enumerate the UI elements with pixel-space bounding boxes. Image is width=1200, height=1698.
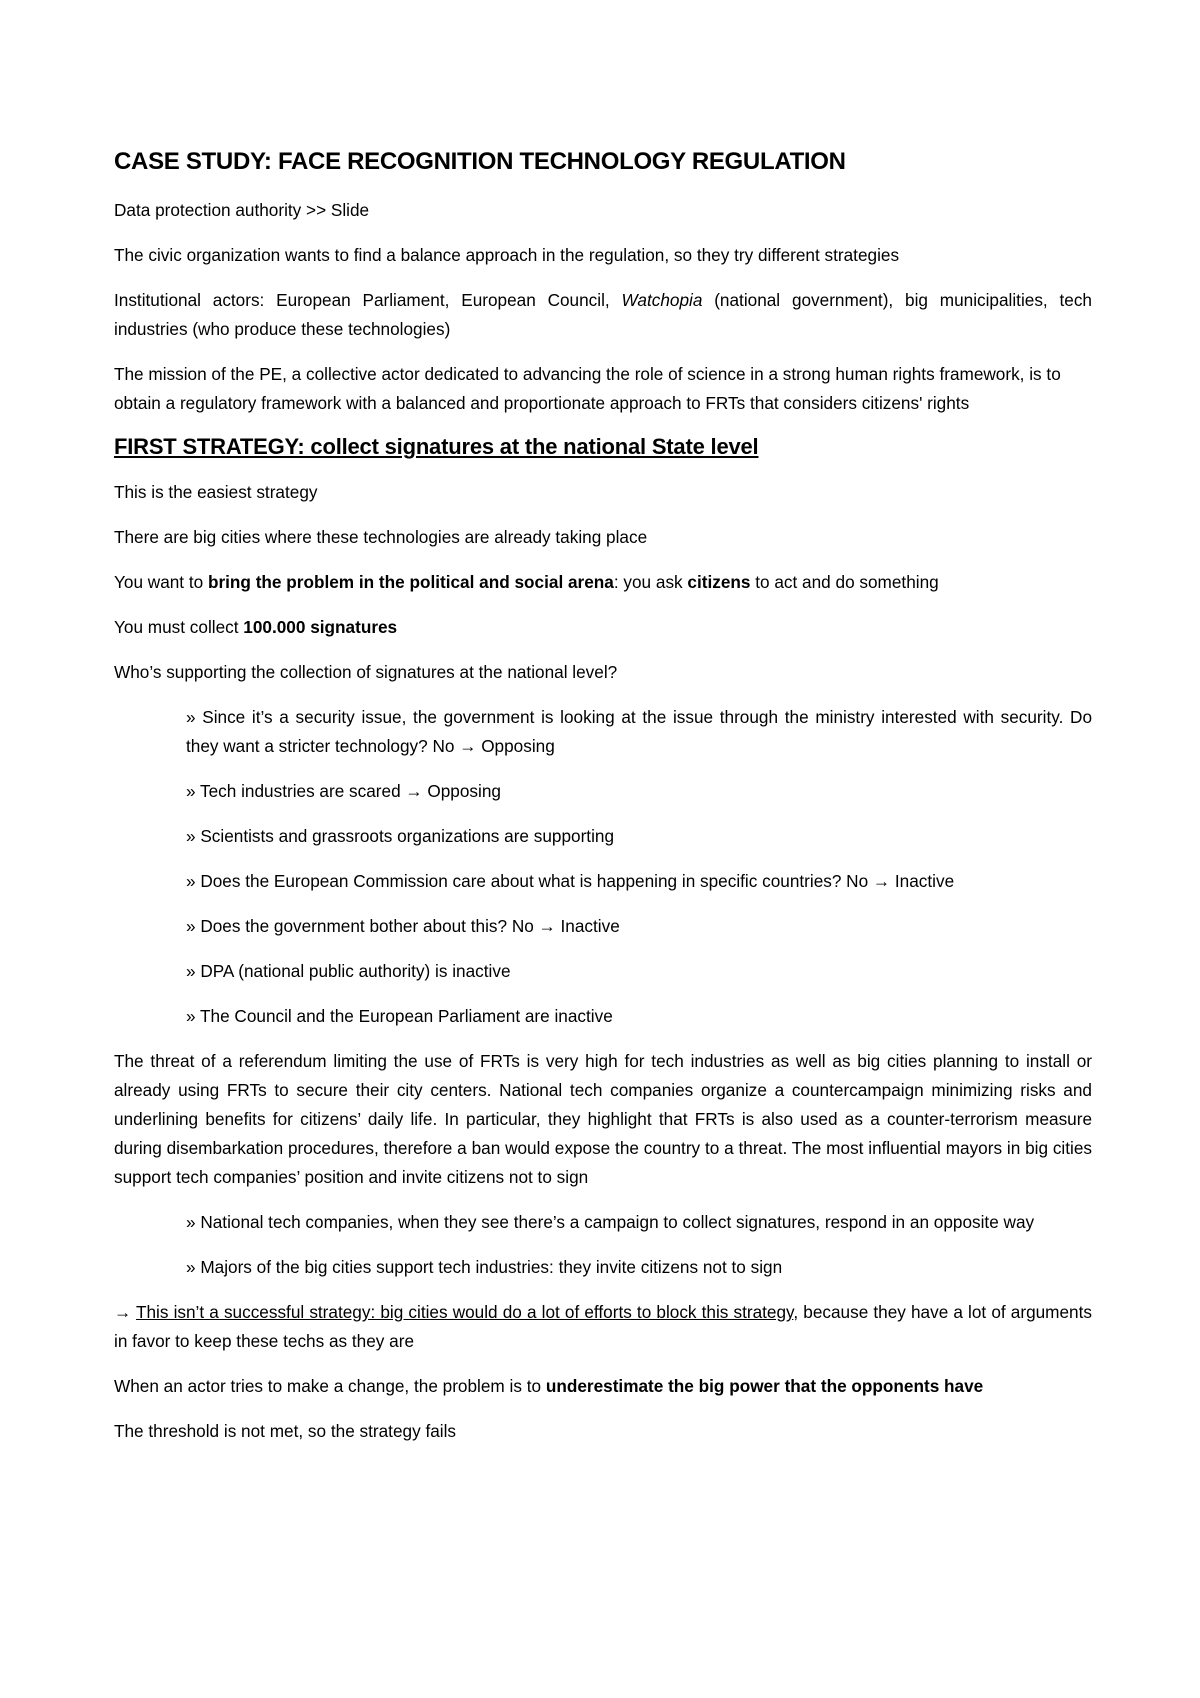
bold-segment: citizens (687, 572, 751, 592)
document-title: CASE STUDY: FACE RECOGNITION TECHNOLOGY REGULATION (114, 148, 846, 175)
strategy-heading: FIRST STRATEGY: collect signatures at the national State level (114, 434, 759, 459)
text-segment: to act and do something (750, 572, 939, 592)
watchopia-italic: Watchopia (621, 290, 703, 310)
intro-paragraph-4: The mission of the PE, a collective actor dedicated to advancing the role of science in a strong human rights framework, is to obtain a regulatory framework with a balanced and proportionate approach to FRTs that considers citizens' rights (114, 364, 1061, 413)
bullet-item: » Scientists and grassroots organizations are supporting (186, 826, 615, 846)
underlined-segment: This isn’t a successful strategy: big cities would do a lot of efforts to block this strategy (136, 1302, 794, 1322)
actors-text-end: (national government), big municipalities, tech industries (who produce these technologies) (114, 290, 1092, 339)
body-paragraph-2: There are big cities where these technologies are already taking place (114, 527, 648, 547)
bullet-item: » National tech companies, when they see there’s a campaign to collect signatures, respond in an opposite way (186, 1212, 1035, 1232)
bold-segment: 100.000 signatures (243, 617, 398, 637)
intro-paragraph-1: Data protection authority >> Slide (114, 200, 370, 220)
bullet-item: » Does the government bother about this? No → Inactive (186, 916, 620, 936)
bold-segment: underestimate the big power that the opponents have (545, 1376, 984, 1396)
text-segment: : you ask (613, 572, 688, 592)
bullet-item: » Since it’s a security issue, the government is looking at the issue through the ministry interested with security. Do they want a stricter technology? No → Opposing (186, 707, 1092, 756)
conclusion-paragraph (114, 1298, 1092, 1356)
body-paragraph-1: This is the easiest strategy (114, 482, 318, 502)
actors-text: Institutional actors: European Parliament, European Council, (114, 290, 622, 310)
body-paragraph-5: Who’s supporting the collection of signatures at the national level? (114, 662, 618, 682)
bullet-item: » The Council and the European Parliament are inactive (186, 1006, 613, 1026)
intro-paragraph-3 (114, 286, 1092, 344)
intro-paragraph-2: The civic organization wants to find a balance approach in the regulation, so they try different strategies (114, 245, 900, 265)
text-segment: You must collect (114, 617, 244, 637)
body-paragraph-3 (114, 568, 1092, 597)
final-paragraph: The threshold is not met, so the strategy fails (114, 1421, 457, 1441)
bold-segment: bring the problem in the political and social arena (207, 572, 614, 592)
bullet-item: » Majors of the big cities support tech industries: they invite citizens not to sign (186, 1257, 783, 1277)
text-segment: When an actor tries to make a change, the problem is to (114, 1376, 546, 1396)
bullet-item: » Does the European Commission care about what is happening in specific countries? No → Inactive (186, 871, 955, 891)
arrow-icon: → (114, 1302, 136, 1322)
text-segment: You want to (114, 572, 208, 592)
body-paragraph-4 (114, 613, 1092, 642)
text-segment: , because they have a lot of arguments in favor to keep these techs as they are (114, 1302, 1092, 1351)
threat-paragraph: The threat of a referendum limiting the use of FRTs is very high for tech industries as well as big cities planning to install or already using FRTs to secure their city centers. National tech companies organize a countercampaign minimizing risks and underlining benefits for citizens’ daily life. In particular, they highlight that FRTs is also used as a counter-terrorism measure during disembarkation procedures, therefore a ban would expose the country to a threat. The most influential mayors in big cities support tech companies’ position and invite citizens not to sign (114, 1051, 1092, 1187)
bullet-item: » Tech industries are scared → Opposing (186, 781, 501, 801)
bullet-item: » DPA (national public authority) is inactive (186, 961, 511, 981)
actor-paragraph (114, 1372, 1092, 1401)
